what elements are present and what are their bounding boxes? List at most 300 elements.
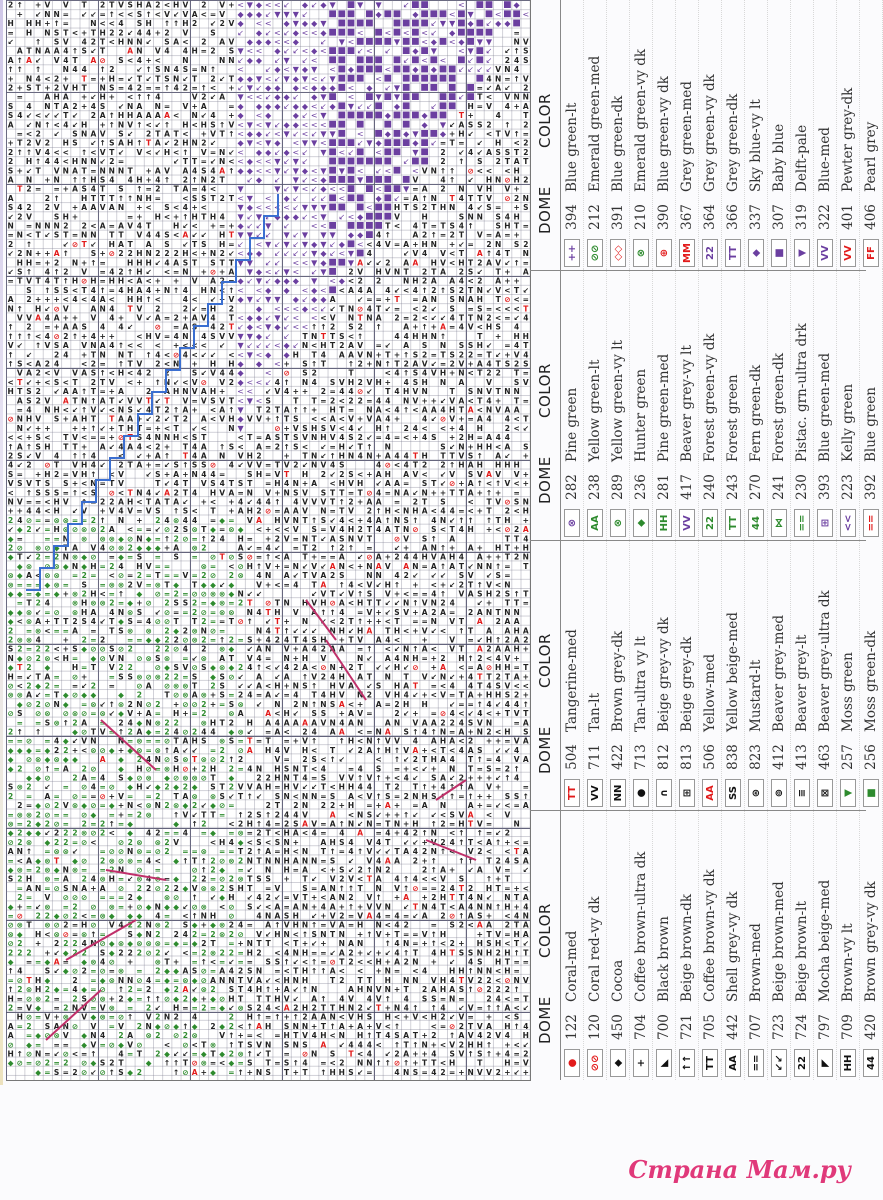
- stitch-square: [412, 20, 419, 27]
- stitch-square: [357, 56, 364, 63]
- stitch-symbol: T: [468, 755, 474, 764]
- stitch-symbol: ↑: [495, 562, 501, 571]
- stitch-symbol: 4: [330, 672, 335, 681]
- stitch-symbol: 2: [164, 847, 169, 856]
- stitch-square: [329, 286, 336, 293]
- stitch-symbol: ⊘: [53, 304, 59, 313]
- stitch-symbol: <: [164, 424, 170, 433]
- stitch-symbol: ◆: [45, 958, 51, 967]
- stitch-symbol: =: [118, 893, 124, 902]
- stitch-symbol: +: [283, 360, 289, 369]
- stitch-symbol: ↙: [35, 902, 41, 911]
- stitch-symbol: A: [523, 930, 529, 939]
- stitch-symbol: ⊗: [17, 691, 23, 700]
- stitch-symbol: ▼: [247, 139, 254, 148]
- stitch-symbol: T: [468, 626, 474, 635]
- stitch-symbol: H: [302, 470, 308, 479]
- stitch-symbol: ↑: [421, 194, 427, 203]
- stitch-symbol: ◆: [210, 672, 216, 681]
- stitch-symbol: ⊘: [90, 829, 96, 838]
- stitch-symbol: V: [8, 479, 14, 488]
- stitch-symbol: A: [26, 56, 32, 65]
- stitch-symbol: T: [413, 902, 419, 911]
- stitch-symbol: +: [164, 544, 170, 553]
- stitch-symbol: S: [54, 488, 59, 497]
- stitch-symbol: ↑: [118, 985, 124, 994]
- stitch-symbol: 4: [284, 810, 289, 819]
- stitch-symbol: ↙: [246, 277, 253, 286]
- stitch-symbol: 2: [45, 360, 50, 369]
- stitch-symbol: H: [228, 893, 234, 902]
- stitch-symbol: S: [330, 700, 335, 709]
- stitch-symbol: ↙: [182, 222, 188, 231]
- stitch-symbol: H: [421, 792, 427, 801]
- stitch-symbol: <: [274, 948, 280, 957]
- stitch-symbol: T: [229, 231, 235, 240]
- stitch-symbol: <: [292, 258, 299, 267]
- stitch-symbol: T: [275, 406, 281, 415]
- stitch-symbol: ↙: [357, 47, 364, 56]
- stitch-symbol: N: [431, 847, 437, 856]
- stitch-symbol: 2: [8, 1, 13, 10]
- stitch-symbol: A: [201, 452, 207, 461]
- stitch-symbol: 2: [459, 268, 464, 277]
- stitch-symbol: ▼: [274, 166, 281, 175]
- stitch-symbol: <: [458, 737, 464, 746]
- stitch-symbol: ↙: [90, 47, 96, 56]
- stitch-symbol: =: [265, 728, 271, 737]
- stitch-symbol: 4: [146, 856, 151, 865]
- stitch-symbol: ↙: [237, 461, 243, 470]
- stitch-symbol: ⊘: [44, 774, 50, 783]
- stitch-symbol: A: [477, 866, 483, 875]
- stitch-symbol: ↑: [274, 415, 280, 424]
- stitch-symbol: =: [72, 516, 78, 525]
- stitch-symbol: +: [201, 921, 207, 930]
- stitch-symbol: H: [274, 516, 280, 525]
- stitch-symbol: =: [504, 571, 510, 580]
- stitch-symbol: <: [210, 185, 216, 194]
- stitch-symbol: <: [210, 838, 216, 847]
- stitch-symbol: 2: [36, 645, 41, 654]
- stitch-symbol: 4: [82, 38, 87, 47]
- stitch-symbol: ⊗: [53, 562, 59, 571]
- stitch-symbol: 2: [137, 84, 142, 93]
- stitch-symbol: ↙: [430, 102, 437, 111]
- stitch-symbol: T: [146, 396, 152, 405]
- stitch-symbol: +: [495, 332, 501, 341]
- stitch-symbol: =: [201, 304, 207, 313]
- stitch-symbol: ⊗: [219, 608, 225, 617]
- stitch-symbol: V: [486, 783, 492, 792]
- stitch-symbol: ↙: [283, 314, 290, 323]
- stitch-symbol: A: [504, 645, 510, 654]
- stitch-symbol: ↙: [467, 709, 473, 718]
- stitch-symbol: +: [311, 893, 317, 902]
- stitch-symbol: A: [385, 654, 391, 663]
- stitch-symbol: A: [440, 553, 446, 562]
- stitch-symbol: ⊗: [228, 856, 234, 865]
- stitch-symbol: 4: [183, 350, 188, 359]
- stitch-symbol: 2: [36, 810, 41, 819]
- stitch-symbol: ↑: [513, 74, 519, 83]
- stitch-symbol: T: [17, 387, 23, 396]
- stitch-symbol: A: [90, 203, 96, 212]
- stitch-symbol: A: [339, 599, 345, 608]
- stitch-symbol: ◆: [183, 884, 189, 893]
- stitch-symbol: V: [238, 783, 244, 792]
- stitch-symbol: 4: [486, 74, 491, 83]
- stitch-symbol: 2: [17, 893, 22, 902]
- stitch-symbol: T: [523, 663, 529, 672]
- stitch-symbol: ↙: [292, 341, 299, 350]
- stitch-symbol: ⊗: [228, 608, 234, 617]
- stitch-square: [403, 84, 410, 91]
- stitch-symbol: N: [155, 902, 161, 911]
- stitch-symbol: 4: [118, 323, 123, 332]
- stitch-symbol: ↙: [523, 286, 529, 295]
- stitch-symbol: A: [228, 488, 234, 497]
- stitch-symbol: +: [44, 19, 50, 28]
- stitch-symbol: <: [495, 976, 501, 985]
- stitch-symbol: 2: [201, 709, 206, 718]
- stitch-symbol: ⊗: [44, 866, 50, 875]
- stitch-symbol: ⊗: [201, 654, 207, 663]
- stitch-symbol: 2: [45, 682, 50, 691]
- stitch-symbol: H: [513, 645, 519, 654]
- stitch-symbol: <: [348, 93, 355, 102]
- stitch-symbol: A: [72, 544, 78, 553]
- stitch-symbol: A: [136, 111, 142, 120]
- stitch-symbol: A: [155, 111, 161, 120]
- stitch-square: [440, 93, 447, 100]
- stitch-symbol: H: [302, 746, 308, 755]
- stitch-symbol: 2: [275, 810, 280, 819]
- stitch-symbol: 4: [404, 452, 409, 461]
- stitch-symbol: A: [219, 38, 225, 47]
- stitch-symbol: 4: [312, 728, 317, 737]
- stitch-symbol: =: [504, 231, 510, 240]
- stitch-symbol: S: [45, 967, 50, 976]
- stitch-symbol: T: [302, 516, 308, 525]
- stitch-symbol: ↙: [127, 74, 133, 83]
- stitch-symbol: T: [82, 84, 88, 93]
- stitch-symbol: =: [99, 930, 105, 939]
- stitch-symbol: A: [81, 718, 87, 727]
- stitch-symbol: A: [330, 728, 336, 737]
- stitch-symbol: <: [504, 166, 510, 175]
- stitch-symbol: 4: [256, 571, 261, 580]
- stitch-symbol: ⊘: [201, 967, 207, 976]
- stitch-symbol: T: [514, 921, 520, 930]
- stitch-symbol: =: [320, 820, 326, 829]
- stitch-symbol: <: [302, 130, 309, 139]
- stitch-symbol: =: [219, 810, 225, 819]
- stitch-symbol: S: [63, 479, 68, 488]
- stitch-symbol: V: [431, 369, 437, 378]
- stitch-symbol: ⊗: [99, 994, 105, 1003]
- stitch-symbol: 4: [459, 553, 464, 562]
- stitch-symbol: <: [164, 350, 170, 359]
- stitch-square: [467, 84, 474, 91]
- stitch-symbol: ⊘: [504, 194, 510, 203]
- stitch-symbol: 4: [505, 433, 510, 442]
- stitch-symbol: <: [329, 783, 335, 792]
- stitch-symbol: 2: [183, 304, 188, 313]
- stitch-symbol: T: [247, 433, 253, 442]
- stitch-symbol: ↑: [256, 663, 262, 672]
- stitch-symbol: =: [458, 507, 464, 516]
- stitch-symbol: <: [191, 120, 197, 129]
- stitch-symbol: =: [145, 84, 151, 93]
- stitch-symbol: ↙: [145, 74, 151, 83]
- stitch-symbol: S: [495, 571, 500, 580]
- stitch-symbol: ⊗: [44, 875, 50, 884]
- stitch-symbol: =: [99, 10, 105, 19]
- stitch-symbol: H: [26, 415, 32, 424]
- stitch-symbol: A: [376, 636, 382, 645]
- stitch-symbol: ◆: [293, 28, 300, 37]
- stitch-symbol: <: [237, 249, 244, 258]
- stitch-symbol: H: [26, 875, 32, 884]
- stitch-square: [375, 204, 382, 211]
- stitch-symbol: N: [26, 74, 32, 83]
- stitch-symbol: ↙: [247, 544, 253, 553]
- stitch-symbol: ◆: [330, 84, 337, 93]
- stitch-symbol: H: [385, 580, 391, 589]
- stitch-symbol: N: [431, 599, 437, 608]
- stitch-symbol: =: [210, 967, 216, 976]
- stitch-symbol: ↑: [513, 47, 519, 56]
- stitch-symbol: =: [237, 866, 243, 875]
- stitch-symbol: H: [35, 930, 41, 939]
- stitch-symbol: ◆: [173, 626, 179, 635]
- stitch-symbol: =: [274, 967, 280, 976]
- stitch-symbol: 2: [155, 415, 160, 424]
- stitch-symbol: +: [145, 176, 151, 185]
- stitch-symbol: T: [164, 958, 170, 967]
- stitch-symbol: H: [329, 838, 335, 847]
- stitch-symbol: N: [247, 608, 253, 617]
- stitch-symbol: <: [384, 65, 391, 74]
- stitch-symbol: V: [320, 718, 326, 727]
- stitch-symbol: ◆: [284, 194, 291, 203]
- stitch-symbol: T: [477, 682, 483, 691]
- stitch-symbol: 2: [72, 902, 77, 911]
- stitch-symbol: +: [81, 102, 87, 111]
- stitch-symbol: +: [81, 332, 87, 341]
- stitch-symbol: A: [376, 498, 382, 507]
- stitch-symbol: ▼: [247, 258, 254, 267]
- stitch-symbol: ↑: [7, 360, 13, 369]
- stitch-symbol: ↑: [412, 645, 418, 654]
- stitch-symbol: <: [357, 240, 364, 249]
- stitch-symbol: S: [100, 948, 105, 957]
- stitch-symbol: V: [219, 332, 225, 341]
- stitch-symbol: T: [201, 212, 207, 221]
- stitch-square: [394, 130, 401, 137]
- stitch-symbol: S: [137, 553, 142, 562]
- stitch-square: [338, 47, 345, 54]
- stitch-symbol: +: [421, 691, 427, 700]
- stitch-symbol: ◆: [238, 277, 245, 286]
- stitch-symbol: ⊘: [53, 608, 59, 617]
- stitch-symbol: <: [228, 820, 234, 829]
- stitch-symbol: A: [486, 258, 492, 267]
- stitch-symbol: S: [468, 470, 473, 479]
- stitch-square: [430, 56, 437, 63]
- stitch-square: [412, 93, 419, 100]
- stitch-square: [421, 148, 428, 155]
- stitch-symbol: 2: [63, 746, 68, 755]
- stitch-symbol: =: [136, 507, 142, 516]
- stitch-symbol: 4: [514, 700, 519, 709]
- stitch-symbol: H: [283, 709, 289, 718]
- stitch-symbol: A: [477, 415, 483, 424]
- stitch-symbol: ◆: [63, 562, 69, 571]
- stitch-symbol: +: [357, 948, 363, 957]
- stitch-symbol: <: [219, 286, 225, 295]
- stitch-symbol: ↙: [302, 249, 309, 258]
- stitch-symbol: <: [155, 341, 161, 350]
- stitch-symbol: H: [357, 985, 363, 994]
- stitch-symbol: H: [127, 424, 133, 433]
- stitch-symbol: A: [302, 663, 308, 672]
- stitch-symbol: V: [302, 737, 308, 746]
- stitch-symbol: ▼: [238, 93, 245, 102]
- stitch-symbol: 4: [266, 626, 271, 635]
- stitch-symbol: S: [173, 663, 178, 672]
- stitch-symbol: N: [293, 682, 299, 691]
- stitch-square: [338, 130, 345, 137]
- stitch-symbol: T: [192, 617, 198, 626]
- stitch-symbol: 2: [118, 948, 123, 957]
- stitch-symbol: =: [421, 590, 427, 599]
- stitch-symbol: T: [505, 599, 511, 608]
- stitch-symbol: H: [81, 608, 87, 617]
- stitch-symbol: ↑: [90, 258, 96, 267]
- stitch-symbol: 4: [91, 875, 96, 884]
- stitch-symbol: ⊘: [81, 783, 87, 792]
- stitch-symbol: ↑: [394, 580, 400, 589]
- stitch-symbol: ⊗: [53, 580, 59, 589]
- stitch-symbol: ↑: [302, 985, 308, 994]
- stitch-symbol: =: [90, 967, 96, 976]
- stitch-symbol: ▼: [247, 194, 254, 203]
- stitch-symbol: ↑: [339, 580, 345, 589]
- stitch-symbol: +: [17, 10, 23, 19]
- stitch-symbol: =: [201, 829, 207, 838]
- stitch-symbol: ↙: [320, 194, 327, 203]
- stitch-square: [384, 93, 391, 100]
- stitch-symbol: V: [109, 654, 115, 663]
- stitch-symbol: ↑: [164, 84, 170, 93]
- stitch-symbol: 2: [155, 1, 160, 10]
- stitch-symbol: T: [312, 350, 318, 359]
- stitch-symbol: +: [421, 939, 427, 948]
- stitch-square: [449, 75, 456, 82]
- stitch-symbol: A: [228, 268, 234, 277]
- stitch-symbol: ↙: [375, 580, 381, 589]
- stitch-symbol: A: [486, 433, 492, 442]
- stitch-symbol: 4: [367, 249, 372, 258]
- stitch-symbol: ◆: [229, 663, 235, 672]
- stitch-symbol: 2: [54, 838, 59, 847]
- stitch-symbol: =: [26, 222, 32, 231]
- stitch-symbol: S: [459, 985, 464, 994]
- stitch-symbol: ◆: [35, 829, 41, 838]
- stitch-symbol: V: [63, 498, 69, 507]
- stitch-symbol: ↙: [431, 810, 437, 819]
- stitch-symbol: V: [136, 148, 142, 157]
- stitch-symbol: ↙: [458, 240, 464, 249]
- stitch-square: [338, 176, 345, 183]
- stitch-symbol: H: [293, 912, 299, 921]
- stitch-symbol: ⊘: [164, 617, 170, 626]
- stitch-symbol: V: [320, 461, 326, 470]
- stitch-symbol: =: [90, 433, 96, 442]
- stitch-symbol: A: [376, 516, 382, 525]
- stitch-symbol: ◆: [376, 139, 383, 148]
- stitch-symbol: T: [440, 452, 446, 461]
- stitch-symbol: <: [81, 360, 87, 369]
- stitch-symbol: <: [357, 737, 363, 746]
- stitch-symbol: +: [449, 866, 455, 875]
- stitch-symbol: H: [210, 360, 216, 369]
- stitch-symbol: =: [431, 222, 437, 231]
- stitch-symbol: H: [191, 47, 197, 56]
- stitch-symbol: T: [330, 488, 336, 497]
- stitch-symbol: N: [118, 654, 124, 663]
- stitch-symbol: S: [26, 396, 31, 405]
- stitch-symbol: T: [155, 74, 161, 83]
- stitch-symbol: <: [329, 617, 335, 626]
- stitch-symbol: T: [82, 1, 88, 10]
- stitch-symbol: ↑: [293, 406, 299, 415]
- stitch-symbol: N: [311, 792, 317, 801]
- stitch-symbol: ↙: [274, 148, 281, 157]
- stitch-symbol: T: [339, 406, 345, 415]
- stitch-symbol: H: [53, 406, 59, 415]
- stitch-symbol: ⊗: [173, 516, 179, 525]
- stitch-symbol: ↙: [155, 258, 161, 267]
- stitch-symbol: ↙: [449, 672, 455, 681]
- stitch-symbol: =: [164, 912, 170, 921]
- stitch-symbol: ⊗: [109, 580, 115, 589]
- stitch-symbol: +: [431, 783, 437, 792]
- stitch-symbol: T: [302, 544, 308, 553]
- stitch-symbol: ⊘: [7, 709, 13, 718]
- stitch-symbol: V: [412, 249, 418, 258]
- stitch-symbol: <: [292, 323, 299, 332]
- stitch-symbol: <: [182, 194, 188, 203]
- stitch-symbol: N: [403, 654, 409, 663]
- stitch-symbol: N: [136, 488, 142, 497]
- stitch-symbol: A: [431, 718, 437, 727]
- stitch-symbol: T: [440, 902, 446, 911]
- stitch-symbol: A: [523, 626, 529, 635]
- stitch-symbol: ◆: [229, 580, 235, 589]
- stitch-symbol: 4: [8, 461, 13, 470]
- stitch-symbol: S: [8, 102, 13, 111]
- stitch-symbol: A: [385, 718, 391, 727]
- stitch-symbol: T: [339, 507, 345, 516]
- stitch-symbol: ↑: [228, 130, 234, 139]
- stitch-symbol: <: [348, 84, 355, 93]
- stitch-square: [338, 112, 345, 119]
- stitch-symbol: N: [440, 672, 446, 681]
- stitch-symbol: N: [145, 921, 151, 930]
